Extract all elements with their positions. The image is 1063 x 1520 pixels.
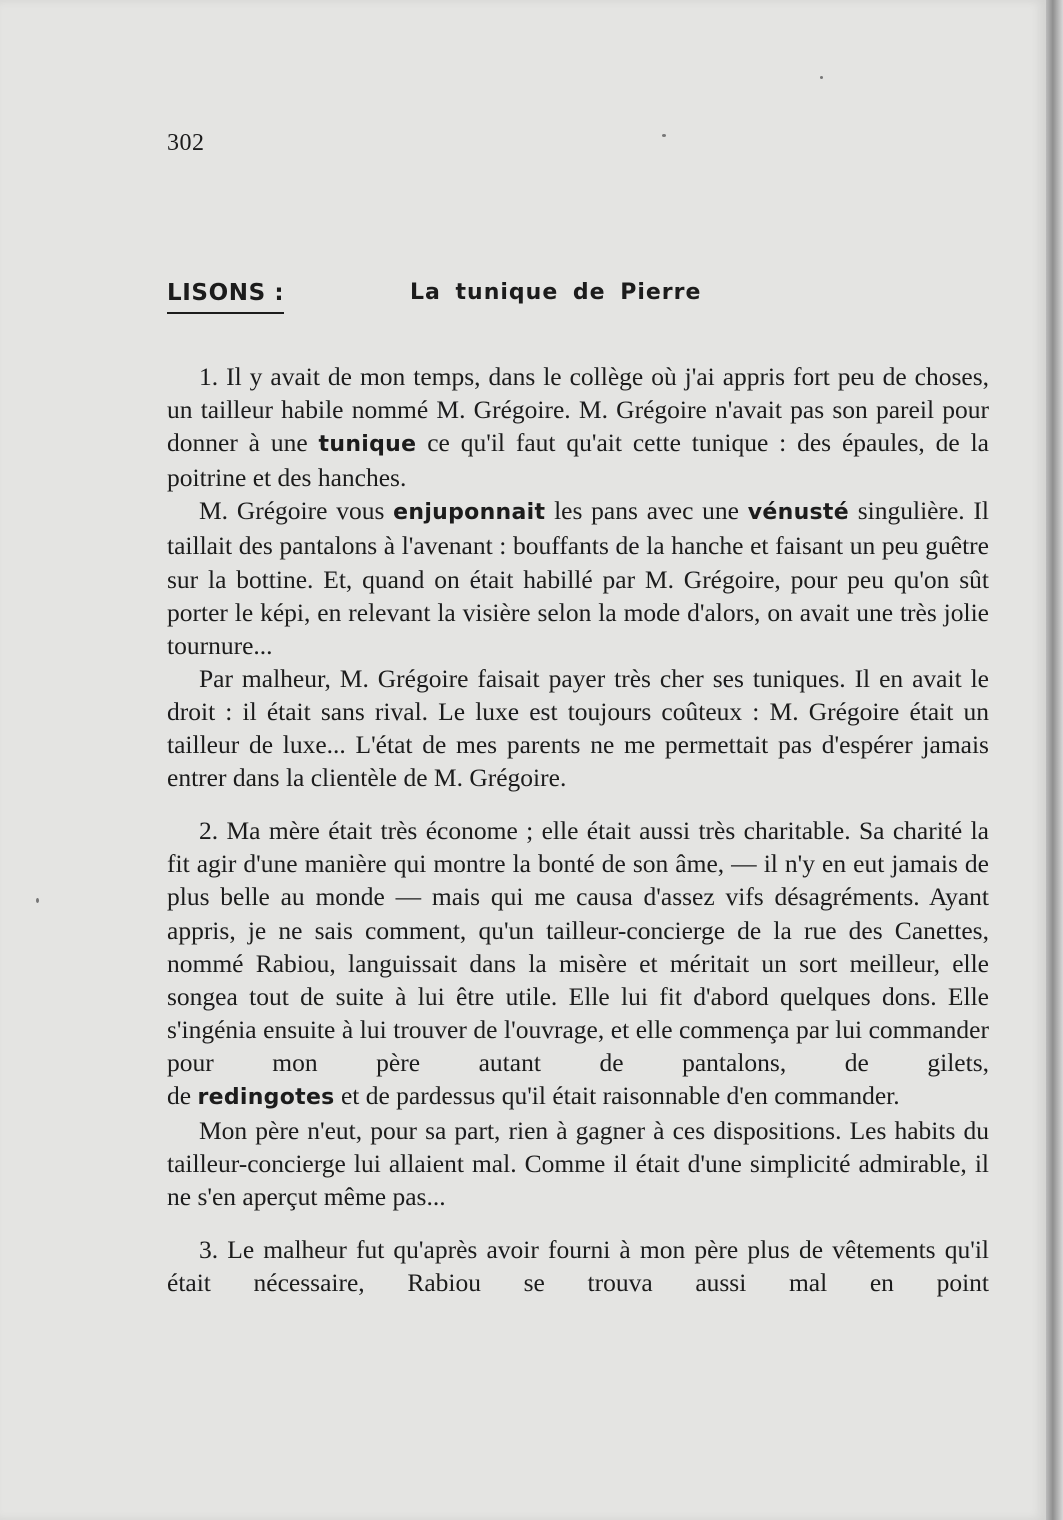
- bold-term: tunique: [318, 432, 417, 458]
- text-run: M. Grégoire vous: [199, 496, 394, 526]
- text-run: singulière. Il taillait des pantalons à l'avenant : bouffants de la hanche et faisant un peu guêtre sur la bottine. Et, quand on était habillé par M. Grégoire, pour peu qu'on sût porter le képi, en relevant la visière selon la mode d'alors, on avait une très jolie tournure...: [167, 496, 990, 660]
- text-run: 1. Il y avait de mon temps, dans le collège où j'ai appris fort peu de choses, un tailleur habile nommé M. Grégoire. M. Grégoire n'avait pas son pareil pour donner à une: [167, 362, 989, 458]
- paragraph-6: 3. Le malheur fut qu'après avoir fourni à mon père plus de vêtements qu'il était nécessaire, Rabiou se trouva aussi mal en point: [167, 1235, 989, 1298]
- book-spine-edge: [1046, 0, 1063, 1520]
- bold-term: vénusté: [747, 500, 849, 526]
- text-run: et de pardessus qu'il était raisonnable d'en commander.: [334, 1080, 900, 1110]
- paragraph-3: Par malheur, M. Grégoire faisait payer très cher ses tuniques. Il en avait le droit : il était sans rival. Le luxe est toujours coûteux : M. Grégoire était un tailleur de luxe... L'état de mes parents ne me permettait pas d'espérer jamais entrer dans la clientèle de M. Grégoire.: [167, 663, 989, 793]
- paper-speck: [662, 134, 666, 137]
- paragraph-1: [167, 360, 989, 494]
- paragraph-4-continued: [167, 1079, 989, 1114]
- paragraph-2: [167, 494, 989, 661]
- paper-speck: [820, 76, 823, 79]
- paragraph-4: 2. Ma mère était très économe ; elle était aussi très charitable. Sa charité la fit agir d'une manière qui montre la bonté de son âme, — il n'y en eut jamais de plus belle au monde — mais qui me causa d'assez vifs désagréments. Ayant appris, je ne sais comment, qu'un tailleur-concierge de la rue des Canettes, nommé Rabiou, languissait dans la misère et méritait un sort meilleur, elle songea tout de suite à lui être utile. Elle lui fit d'abord quelques dons. Elle s'ingénia ensuite à lui trouver de l'ouvrage, et elle commença par lui commander pour mon père autant de pantalons, de gilets,: [167, 816, 989, 1077]
- body-text: [167, 360, 989, 1300]
- heading-title: La tunique de Pierre: [410, 280, 702, 305]
- text-run: de: [167, 1080, 198, 1110]
- page-number: 302: [167, 130, 205, 156]
- text-run: ce qu'il faut qu'ait cette tunique : des épaules, de la poitrine et des hanches.: [167, 428, 990, 493]
- section-heading: [167, 280, 987, 320]
- heading-label: LISONS :: [167, 280, 284, 314]
- paragraph-5: Mon père n'eut, pour sa part, rien à gagner à ces dispositions. Les habits du tailleur-concierge lui allaient mal. Comme il était d'une simplicité admirable, il ne s'en aperçut même pas...: [167, 1116, 989, 1212]
- text-run: les pans avec une: [545, 496, 748, 526]
- bold-term: redingotes: [197, 1084, 335, 1110]
- paper-speck: [36, 898, 39, 903]
- bold-term: enjuponnait: [393, 500, 546, 526]
